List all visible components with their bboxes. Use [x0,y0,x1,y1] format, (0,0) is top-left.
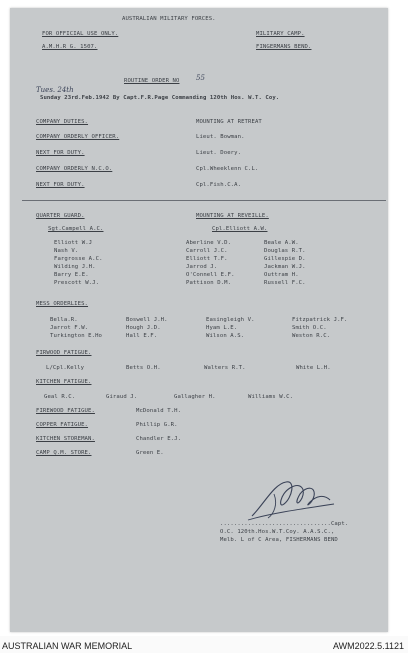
fatigue-name: Chandler E.J. [136,436,182,442]
guard-name: Douglas R.T. [264,248,306,254]
guard-label: QUARTER GUARD. [36,213,85,219]
fatigue-name: Giraud J. [106,394,138,400]
mess-name: Hough J.D. [126,325,161,331]
caption-catalogue-number: AWM2022.5.1121 [332,641,404,651]
guard-name: Fargrosse A.C. [54,256,103,262]
duty-label: NEXT FOR DUTY. [36,150,85,156]
order-line: Sunday 23rd.Feb.1942 By Capt.F.R.Page Commanding 120th Hos. W.T. Coy. [40,95,280,101]
doc-title: AUSTRALIAN MILITARY FORCES. [122,16,216,22]
duty-label: NEXT FOR DUTY. [36,182,85,188]
fatigue-name: Walters R.T. [204,365,246,371]
guard-name: Barry E.E. [54,272,89,278]
guard-name: Pattison D.M. [186,280,232,286]
document-page [10,8,388,632]
signature-dots: ................................Capt. [220,521,349,527]
duty-label: COMPANY DUTIES. [36,119,89,125]
fatigue-name: White L.H. [296,365,331,371]
guard-name: Carroll J.C. [186,248,228,254]
guard-name: Gillespie D. [264,256,306,262]
fatigue-name: L/Cpl.Kelly [46,365,85,371]
mess-name: Weston R.C. [292,333,331,339]
official-use: FOR OFFICIAL USE ONLY. [42,31,119,37]
fatigue-label: FIRWOOD FATIGUE. [36,350,92,356]
order-number-handwritten: 55 [196,74,205,82]
fatigue-name: Gallagher H. [174,394,216,400]
amhr-ref: A.M.H.R G. 1507. [42,44,98,50]
fatigue-label: KITCHEN FATIGUE. [36,379,92,385]
mess-name: Bella.R. [50,317,78,323]
guard-name: Nash V. [54,248,79,254]
guard-name: Jarrod J. [186,264,218,270]
fatigue-label: CAMP Q.M. STORE. [36,450,92,456]
fatigue-name: Geal R.C. [44,394,76,400]
caption-source: AUSTRALIAN WAR MEMORIAL [2,641,133,651]
guard-name: Russell F.C. [264,280,306,286]
location: FINGERMANS BEND. [256,44,312,50]
guard-name: Outtram H. [264,272,299,278]
guard-cpl: Cpl.Elliott A.W. [212,226,268,232]
duty-value: MOUNTING AT RETREAT [196,119,262,125]
routine-order-label: ROUTINE ORDER NO [124,78,180,84]
fatigue-name: Green E. [136,450,164,456]
mess-name: Easingleigh V. [206,317,255,323]
duty-value: Lieut. Doery. [196,150,242,156]
reveille-label: MOUNTING AT REVEILLE. [196,213,269,219]
separator-line [22,200,386,201]
fatigue-name: Phillip G.R. [136,422,178,428]
date-handwritten: Tues. 24th [36,86,74,94]
signature-title-line1: O.C. 120th.Hos.W.T.Coy. A.A.S.C., [220,529,335,535]
mess-name: Hall E.F. [126,333,158,339]
mess-label: MESS ORDERLIES. [36,301,89,307]
fatigue-label: FIREWOOD FATIGUE. [36,408,95,414]
guard-name: Aberline V.D. [186,240,232,246]
mess-name: Hyam L.E. [206,325,238,331]
mess-name: Jarrot F.W. [50,325,89,331]
guard-name: Jackman W.J. [264,264,306,270]
mess-name: Boswell J.H. [126,317,168,323]
duty-value: Cpl.Wheeklenn C.L. [196,166,259,172]
fatigue-name: Betts O.H. [126,365,161,371]
fatigue-name: McDonald T.H. [136,408,182,414]
fatigue-name: Williams W.C. [248,394,294,400]
guard-sgt: Sgt.Campell A.C. [48,226,104,232]
guard-name: Prescott W.J. [54,280,100,286]
mess-name: Wilson A.S. [206,333,245,339]
mess-name: Smith O.C. [292,325,327,331]
duty-value: Lieut. Bowman. [196,134,245,140]
duty-value: Cpl.Fish.C.A. [196,182,242,188]
mess-name: Fitzpatrick J.F. [292,317,348,323]
fatigue-label: KITCHEN STOREMAN. [36,436,95,442]
guard-name: Elliott T.F. [186,256,228,262]
guard-name: O'Connell E.F. [186,272,235,278]
duty-label: COMPANY ORDERLY N.C.O. [36,166,113,172]
guard-name: Wilding J.H. [54,264,96,270]
duty-label: COMPANY ORDERLY OFFICER. [36,134,120,140]
mess-name: Turkington E.Ho [50,333,103,339]
handwritten-signature [244,474,340,524]
signature-title-line2: Melb. L of C Area, FISHERMANS BEND [220,537,338,543]
guard-name: Elliott W.J [54,240,93,246]
fatigue-label: COPPER FATIGUE. [36,422,89,428]
guard-name: Beale A.W. [264,240,299,246]
camp-label: MILITARY CAMP. [256,31,305,37]
